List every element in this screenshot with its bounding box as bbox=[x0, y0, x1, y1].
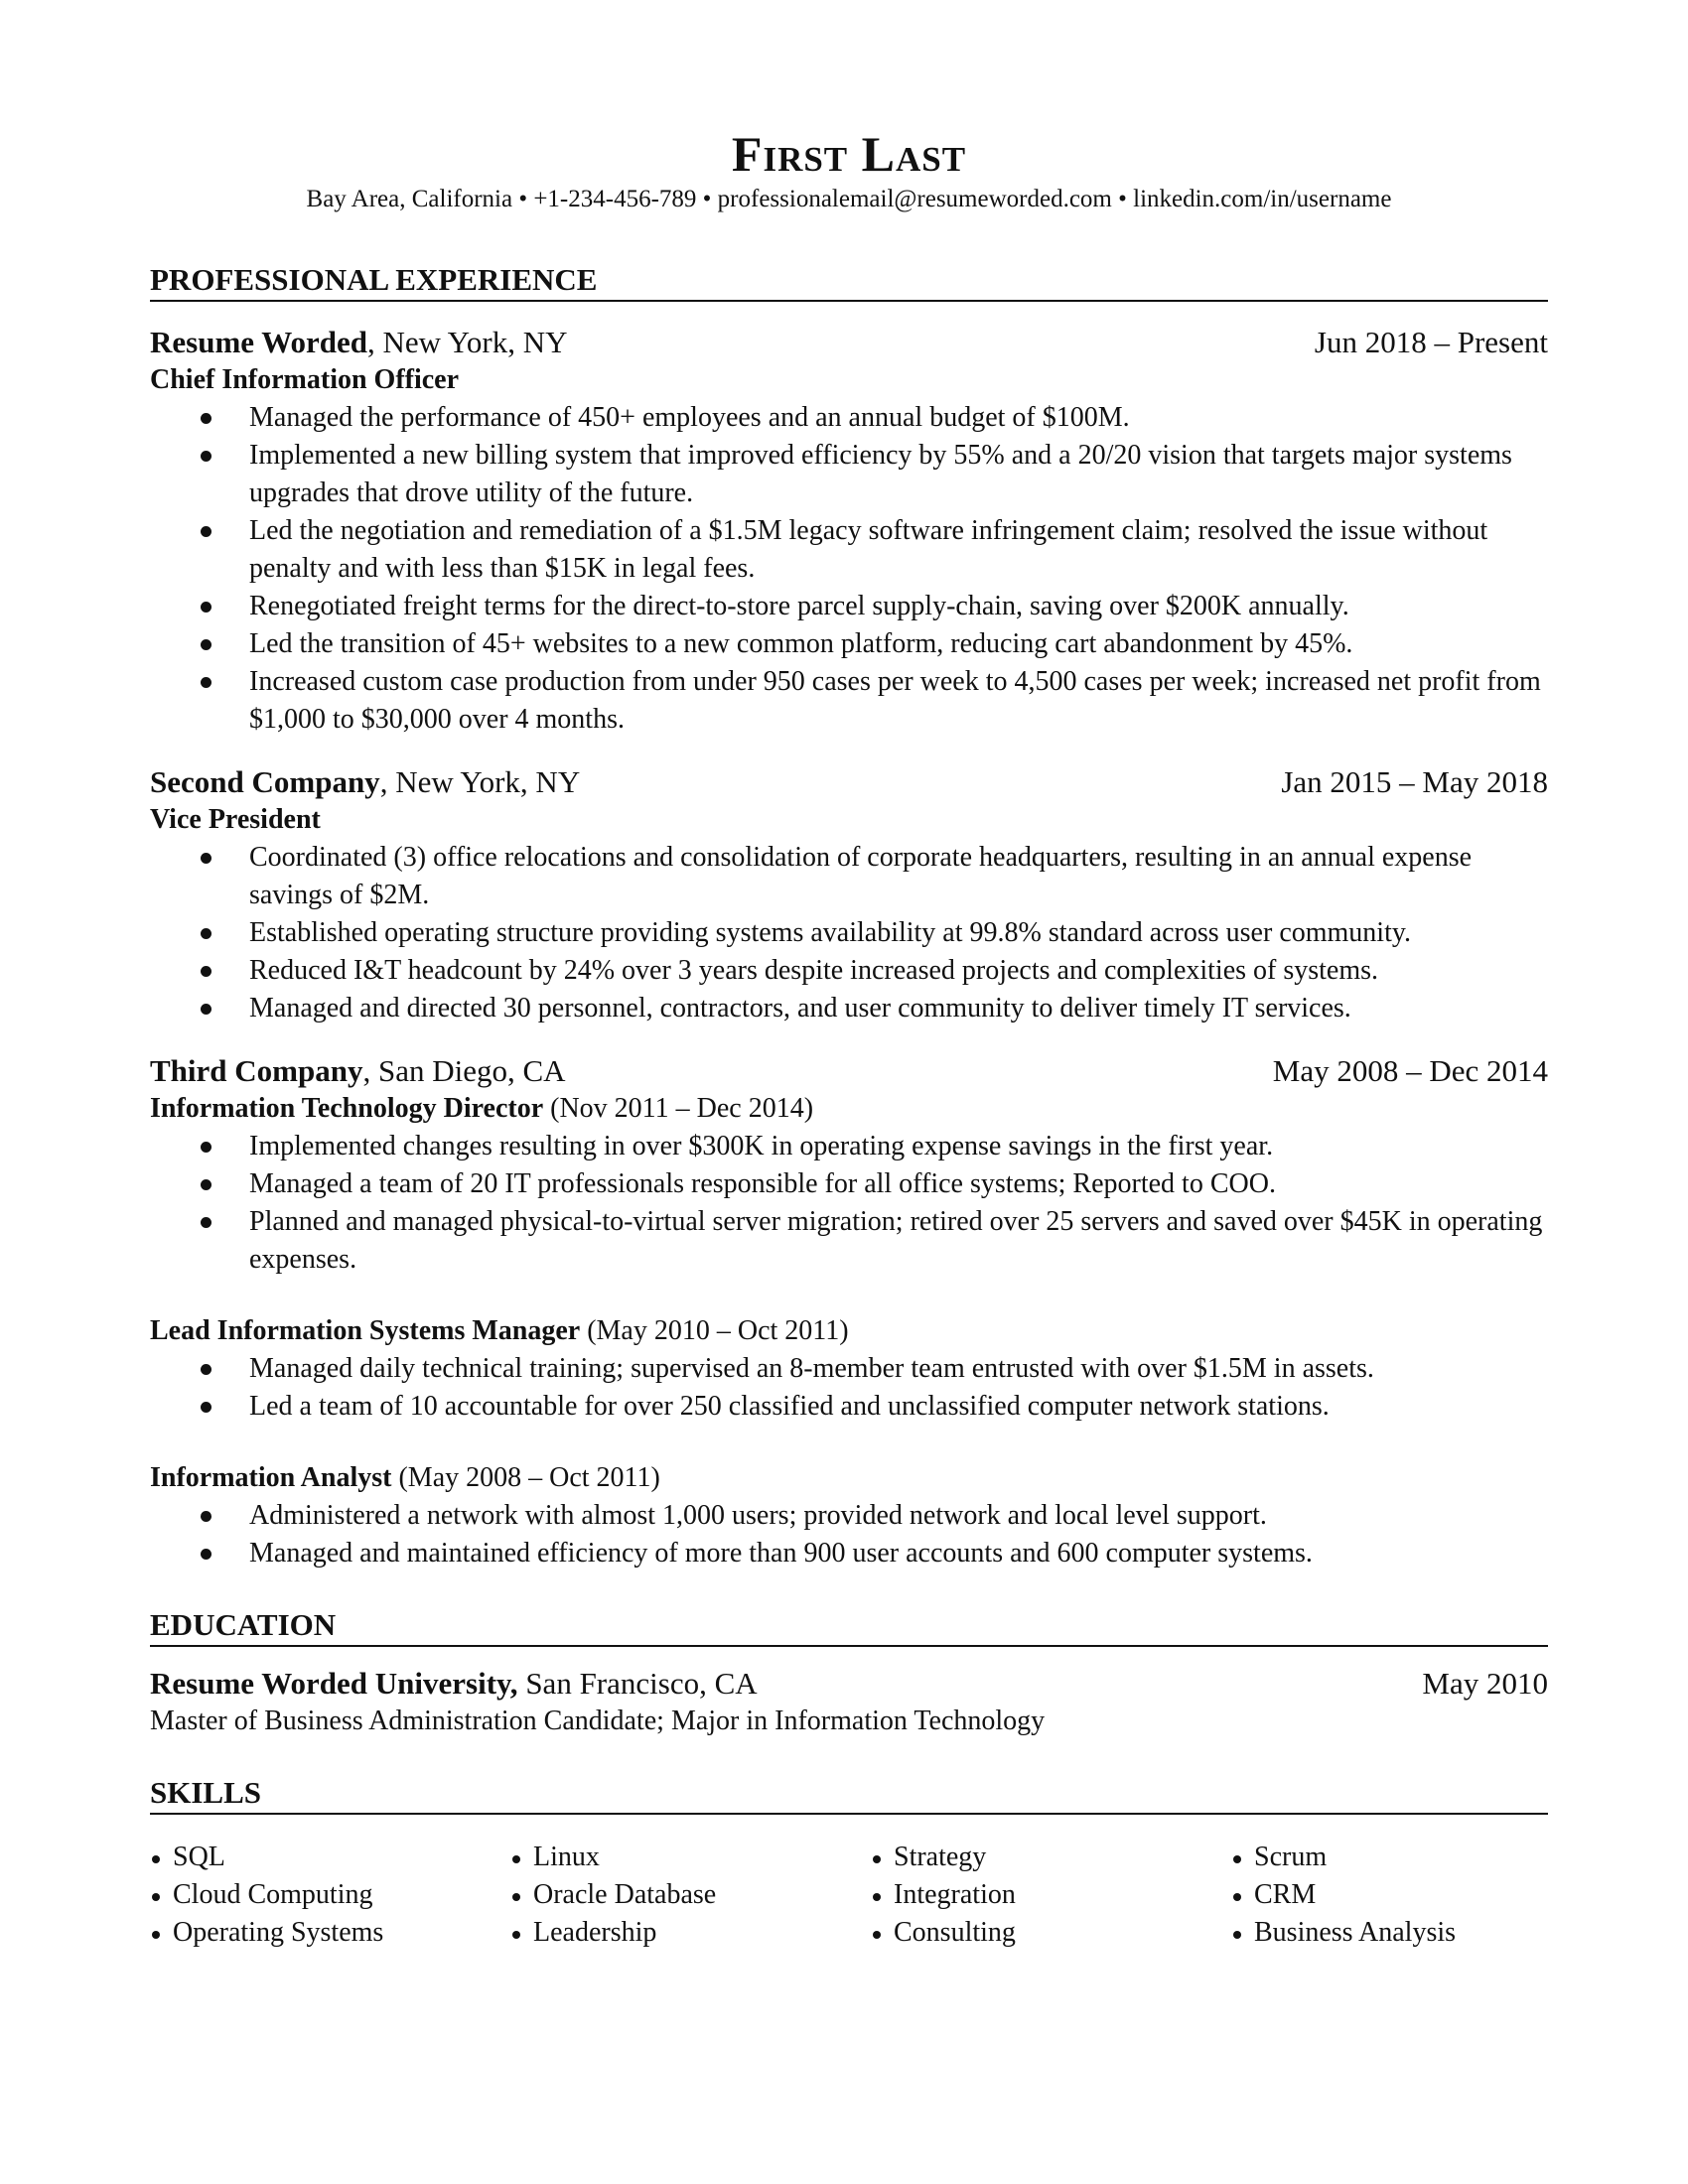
job-role bbox=[150, 801, 1548, 839]
education-school-location bbox=[150, 1665, 758, 1703]
bullet-list bbox=[150, 1128, 1548, 1279]
skill-item: CRM bbox=[1231, 1876, 1548, 1914]
job-role bbox=[150, 361, 1548, 399]
skill-item: Oracle Database bbox=[510, 1876, 871, 1914]
job-dates: May 2008 – Dec 2014 bbox=[1272, 1053, 1548, 1088]
education-degree: Master of Business Administration Candidate; Major in Information Technology bbox=[150, 1706, 1046, 1736]
bullet-dot-icon bbox=[1233, 1931, 1241, 1939]
role-period: (Nov 2011 – Dec 2014) bbox=[543, 1093, 814, 1124]
bullet-dot-icon bbox=[201, 1142, 211, 1153]
contact-line: Bay Area, California • +1-234-456-789 • professionalemail@resumeworded.com • linkedin.com/in/username bbox=[306, 186, 1392, 212]
job-company-location bbox=[150, 1052, 566, 1090]
bullet-item: Managed and maintained efficiency of more than 900 user accounts and 600 computer systems. bbox=[150, 1535, 1548, 1572]
job-company-location bbox=[150, 763, 580, 801]
section-title-skills: SKILLS bbox=[150, 1774, 1548, 1815]
skills-column bbox=[871, 1839, 1231, 1952]
job-company-location bbox=[150, 324, 568, 361]
skill-item: Scrum bbox=[1231, 1839, 1548, 1876]
bullet-item: Established operating structure providing systems availability at 99.8% standard across user community. bbox=[150, 914, 1548, 952]
bullet-item: Increased custom case production from under 950 cases per week to 4,500 cases per week; increased net profit from $1,000 to $30,000 over 4 months. bbox=[150, 663, 1548, 739]
company-location: , New York, NY bbox=[379, 764, 581, 799]
bullet-dot-icon bbox=[201, 1511, 211, 1522]
bullet-dot-icon bbox=[201, 1402, 211, 1413]
job-dates: Jan 2015 – May 2018 bbox=[1281, 764, 1548, 799]
bullet-dot-icon bbox=[201, 639, 211, 650]
section-title-education: EDUCATION bbox=[150, 1606, 1548, 1647]
bullet-item: Led a team of 10 accountable for over 250 classified and unclassified computer network stations. bbox=[150, 1388, 1548, 1426]
bullet-dot-icon bbox=[1233, 1893, 1241, 1901]
bullet-dot-icon bbox=[512, 1855, 520, 1863]
skill-item: Consulting bbox=[871, 1914, 1231, 1952]
bullet-item: Led the negotiation and remediation of a $1.5M legacy software infringement claim; resolved the issue without penalty and with less than $15K in legal fees. bbox=[150, 512, 1548, 588]
bullet-list bbox=[150, 1497, 1548, 1572]
bullet-item: Managed and directed 30 personnel, contractors, and user community to deliver timely IT services. bbox=[150, 990, 1548, 1027]
bullet-dot-icon bbox=[201, 966, 211, 977]
bullet-item: Managed a team of 20 IT professionals responsible for all office systems; Reported to COO. bbox=[150, 1165, 1548, 1203]
experience-section bbox=[150, 261, 1548, 1572]
bullet-dot-icon bbox=[873, 1893, 881, 1901]
skill-item: SQL bbox=[150, 1839, 510, 1876]
bullet-dot-icon bbox=[201, 1179, 211, 1190]
skill-item: Leadership bbox=[510, 1914, 871, 1952]
job-header bbox=[150, 324, 1548, 361]
company-location: , San Diego, CA bbox=[362, 1053, 566, 1088]
bullet-dot-icon bbox=[512, 1931, 520, 1939]
role-title: Vice President bbox=[150, 804, 321, 835]
bullet-dot-icon bbox=[152, 1893, 160, 1901]
bullet-dot-icon bbox=[201, 602, 211, 613]
skills-column bbox=[150, 1839, 510, 1952]
company-name: Resume Worded bbox=[150, 325, 368, 359]
job-role bbox=[150, 1090, 1548, 1128]
job-entry bbox=[150, 324, 1548, 739]
job-role bbox=[150, 1312, 1548, 1350]
bullet-list bbox=[150, 1350, 1548, 1426]
bullet-item: Implemented changes resulting in over $300K in operating expense savings in the first year. bbox=[150, 1128, 1548, 1165]
bullet-dot-icon bbox=[1233, 1855, 1241, 1863]
bullet-item: Led the transition of 45+ websites to a new common platform, reducing cart abandonment by 45%. bbox=[150, 625, 1548, 663]
school-name: Resume Worded University, bbox=[150, 1666, 518, 1701]
skills-column bbox=[510, 1839, 871, 1952]
bullet-dot-icon bbox=[201, 413, 211, 424]
bullet-dot-icon bbox=[201, 853, 211, 864]
bullet-dot-icon bbox=[201, 1217, 211, 1228]
skill-item: Strategy bbox=[871, 1839, 1231, 1876]
bullet-dot-icon bbox=[201, 451, 211, 462]
bullet-item: Coordinated (3) office relocations and consolidation of corporate headquarters, resulting in an annual expense savings of $2M. bbox=[150, 839, 1548, 914]
bullet-item: Administered a network with almost 1,000 users; provided network and local level support. bbox=[150, 1497, 1548, 1535]
education-date: May 2010 bbox=[1422, 1666, 1548, 1701]
job-entry bbox=[150, 763, 1548, 1027]
company-location: , New York, NY bbox=[367, 325, 568, 359]
section-title-experience: PROFESSIONAL EXPERIENCE bbox=[150, 261, 1548, 302]
job-header bbox=[150, 1052, 1548, 1090]
candidate-name: First Last bbox=[731, 126, 967, 182]
bullet-item: Managed daily technical training; supervised an 8-member team entrusted with over $1.5M in assets. bbox=[150, 1350, 1548, 1388]
bullet-dot-icon bbox=[152, 1855, 160, 1863]
bullet-item: Implemented a new billing system that improved efficiency by 55% and a 20/20 vision that targets major systems upgrades that drove utility of the future. bbox=[150, 437, 1548, 512]
company-name: Second Company bbox=[150, 764, 380, 799]
skills-column bbox=[1231, 1839, 1548, 1952]
role-period: (May 2010 – Oct 2011) bbox=[580, 1315, 849, 1346]
bullet-dot-icon bbox=[201, 928, 211, 939]
job-dates: Jun 2018 – Present bbox=[1314, 325, 1548, 359]
role-title: Lead Information Systems Manager bbox=[150, 1315, 581, 1346]
skill-item: Linux bbox=[510, 1839, 871, 1876]
skill-item: Operating Systems bbox=[150, 1914, 510, 1952]
bullet-dot-icon bbox=[512, 1893, 520, 1901]
education-section bbox=[150, 1606, 1548, 1740]
bullet-dot-icon bbox=[201, 526, 211, 537]
skill-item: Cloud Computing bbox=[150, 1876, 510, 1914]
bullet-list bbox=[150, 839, 1548, 1027]
role-title: Information Analyst bbox=[150, 1462, 392, 1493]
role-title: Chief Information Officer bbox=[150, 364, 460, 395]
bullet-item: Planned and managed physical-to-virtual server migration; retired over 25 servers and saved over $45K in operating expenses. bbox=[150, 1203, 1548, 1279]
job-entry bbox=[150, 1052, 1548, 1572]
bullet-dot-icon bbox=[201, 1364, 211, 1375]
resume-page bbox=[150, 124, 1548, 1952]
skill-item: Business Analysis bbox=[1231, 1914, 1548, 1952]
bullet-item: Reduced I&T headcount by 24% over 3 years despite increased projects and complexities of systems. bbox=[150, 952, 1548, 990]
bullet-dot-icon bbox=[873, 1855, 881, 1863]
skill-item: Integration bbox=[871, 1876, 1231, 1914]
bullet-dot-icon bbox=[201, 677, 211, 688]
role-period: (May 2008 – Oct 2011) bbox=[391, 1462, 660, 1493]
bullet-dot-icon bbox=[152, 1931, 160, 1939]
bullet-dot-icon bbox=[201, 1004, 211, 1015]
company-name: Third Company bbox=[150, 1053, 363, 1088]
bullet-dot-icon bbox=[873, 1931, 881, 1939]
school-location: San Francisco, CA bbox=[517, 1666, 758, 1701]
skills-grid bbox=[150, 1839, 1548, 1952]
role-title: Information Technology Director bbox=[150, 1093, 544, 1124]
bullet-item: Renegotiated freight terms for the direct-to-store parcel supply-chain, saving over $200K annually. bbox=[150, 588, 1548, 625]
education-header bbox=[150, 1665, 1548, 1703]
bullet-item: Managed the performance of 450+ employees and an annual budget of $100M. bbox=[150, 399, 1548, 437]
job-role bbox=[150, 1459, 1548, 1497]
job-header bbox=[150, 763, 1548, 801]
skills-section bbox=[150, 1774, 1548, 1952]
bullet-dot-icon bbox=[201, 1549, 211, 1560]
bullet-list bbox=[150, 399, 1548, 739]
